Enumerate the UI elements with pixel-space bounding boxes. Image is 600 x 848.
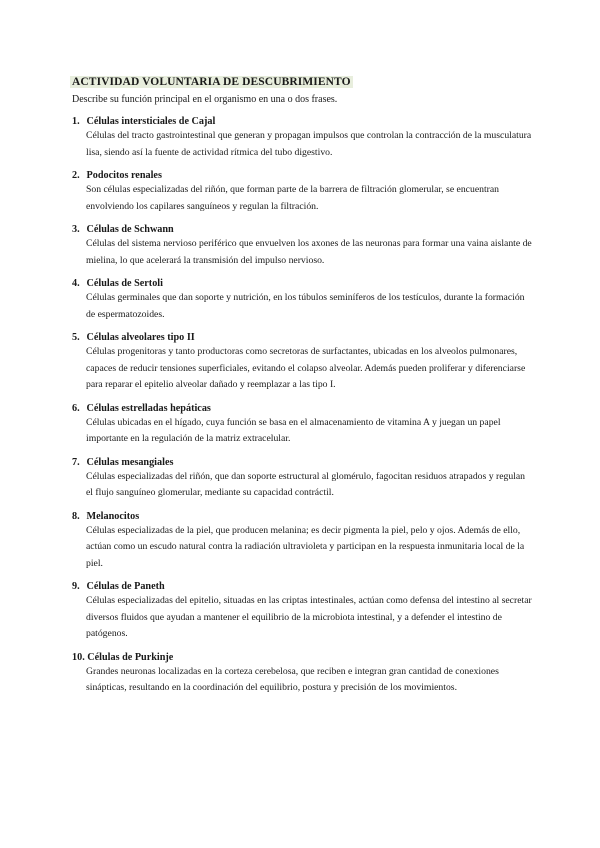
cell-list: [72, 116, 532, 697]
item-description: Células especializadas del riñón, que dan soporte estructural al glomérulo, fagocitan residuos atrapados y regulan el flujo sanguíneo glomerular, mediante su capacidad contráctil.: [86, 470, 526, 498]
document-instruction: Describe su función principal en el organismo en una o dos frases.: [72, 94, 338, 105]
item-description: Células ubicadas en el hígado, cuya función se basa en el almacenamiento de vitamina A y juegan un papel importante en la regulación de la matriz extracelular.: [86, 416, 501, 444]
list-item: [72, 116, 532, 161]
item-name: Células de Sertoli: [86, 278, 163, 289]
list-item: [72, 581, 532, 643]
item-number: 5.: [72, 332, 80, 343]
item-description: Células especializadas de la piel, que producen melanina; es decir pigmenta la piel, pelo y ojos. Además de ello, actúan como un escudo natural contra la radiación ultravioleta y participan en la respuesta inmunitaria local de la piel.: [86, 524, 525, 569]
item-name: Melanocitos: [86, 510, 140, 522]
item-description: Células del tracto gastrointestinal que generan y propagan impulsos que controlan la contracción de la musculatura lisa, siendo así la fuente de actividad rítmica del tubo digestivo.: [86, 130, 532, 158]
item-heading: [72, 457, 532, 468]
item-description: Células progenitoras y tanto productoras como secretoras de surfactantes, ubicadas en los alveolos pulmonares, capaces de reducir tensiones superficiales, evitando el colapso alveolar. Además pueden proliferar y diferenciarse para reparar el epitelio alveolar dañado y reemplazar a las tipo I.: [86, 346, 526, 390]
list-item: [72, 457, 532, 502]
item-number: 1.: [72, 116, 80, 127]
item-description: Células del sistema nervioso periférico que envuelven los axones de las neuronas para formar una vaina aislante de mielina, lo que acelerará la transmisión del impulso nervioso.: [86, 238, 532, 266]
list-item: [72, 278, 532, 323]
list-item: [72, 511, 532, 573]
item-name: Podocitos renales: [86, 170, 162, 181]
item-number: 7.: [72, 456, 80, 468]
item-name: Células de Purkinje: [87, 651, 174, 663]
item-name: Células intersticiales de Cajal: [86, 116, 216, 127]
item-heading: [72, 278, 532, 289]
item-name: Células de Schwann: [86, 224, 174, 235]
list-item: [72, 652, 532, 697]
item-heading: [72, 332, 532, 343]
item-name: Células mesangiales: [86, 456, 174, 468]
item-number: 9.: [72, 581, 80, 592]
item-heading: [72, 511, 532, 522]
item-name: Células de Paneth: [86, 581, 165, 592]
item-number: 2.: [72, 170, 80, 181]
item-heading: [72, 224, 532, 235]
item-number: 10.: [72, 651, 85, 663]
list-item: [72, 403, 532, 448]
item-description: Células especializadas del epitelio, situadas en las criptas intestinales, actúan como defensa del intestino al secretar diversos fluidos que ayudan a mantener el equilibrio de la microbiota intestinal, y a defender el intestino de patógenos.: [86, 595, 532, 639]
item-number: 4.: [72, 278, 80, 289]
list-item: [72, 170, 532, 215]
document-title: ACTIVIDAD VOLUNTARIA DE DESCUBRIMIENTO: [72, 76, 351, 88]
item-heading: [72, 403, 532, 414]
item-heading: [72, 652, 532, 663]
item-name: Células alveolares tipo II: [86, 332, 195, 343]
item-heading: [72, 581, 532, 592]
item-heading: [72, 170, 532, 181]
item-description: Células germinales que dan soporte y nutrición, en los túbulos seminíferos de los testículos, durante la formación de espermatozoides.: [86, 292, 525, 320]
item-number: 8.: [72, 510, 80, 522]
document-content: [72, 72, 532, 706]
item-number: 6.: [72, 402, 80, 414]
list-item: [72, 332, 532, 394]
item-description: Grandes neuronas localizadas en la corteza cerebelosa, que reciben e integran gran cantidad de conexiones sinápticas, resultando en la coordinación del equilibrio, postura y precisión de los movimientos.: [86, 665, 499, 693]
list-item: [72, 224, 532, 269]
item-description: Son células especializadas del riñón, que forman parte de la barrera de filtración glomerular, se encuentran envolviendo los capilares sanguíneos y regulan la filtración.: [86, 184, 500, 212]
item-heading: [72, 116, 532, 127]
item-name: Células estrelladas hepáticas: [86, 402, 211, 414]
item-number: 3.: [72, 224, 80, 235]
